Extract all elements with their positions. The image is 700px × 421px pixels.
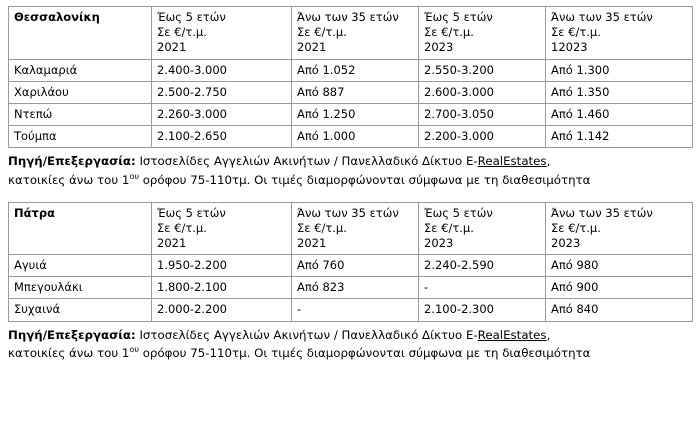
table-row [9, 103, 693, 125]
table-cell: - [292, 299, 419, 321]
column-header [546, 202, 693, 255]
table-cell: 2.200-3.000 [419, 126, 546, 148]
table-cell: Από 1.250 [292, 103, 419, 125]
column-header-line1: Έως 5 ετών [424, 10, 493, 24]
column-header-line1: Άνω των 35 ετών [297, 10, 399, 24]
column-header-line2: Σε €/τ.μ. [551, 220, 601, 235]
column-header-line2: Σε €/τ.μ. [424, 220, 474, 235]
table-cell: Από 1.300 [546, 59, 693, 81]
column-header-line3: 2021 [297, 40, 327, 55]
column-header-line2: Σε €/τ.μ. [157, 220, 207, 235]
column-header [419, 7, 546, 60]
table-cell: 2.240-2.590 [419, 255, 546, 277]
row-label: Αγυιά [9, 255, 152, 277]
column-header-line3: 2021 [157, 235, 187, 250]
table-cell: 2.100-2.650 [152, 126, 292, 148]
source-note-label: Πηγή/Επεξεργασία: [8, 154, 136, 169]
table-corner-label: Πάτρα [9, 202, 152, 255]
table-cell: Από 823 [292, 277, 419, 299]
price-table-patra [8, 202, 693, 322]
column-header [546, 7, 693, 60]
table-row [9, 299, 693, 321]
price-table-thessaloniki [8, 6, 693, 148]
table-row [9, 81, 693, 103]
table-corner-label: Θεσσαλονίκη [9, 7, 152, 60]
source-note-part2: , κατοικίες άνω του 1 [8, 327, 551, 361]
table-cell: 2.700-3.050 [419, 103, 546, 125]
column-header-line2: Σε €/τ.μ. [551, 25, 601, 40]
table-cell: 2.550-3.200 [419, 59, 546, 81]
column-header [292, 7, 419, 60]
source-note-sup: ου [129, 171, 139, 181]
column-header-line3: 2023 [551, 235, 581, 250]
row-label: Χαριλάου [9, 81, 152, 103]
table-header-row [9, 7, 693, 60]
table-cell: Από 887 [292, 81, 419, 103]
column-header-line3: 12023 [551, 40, 588, 55]
source-note-link[interactable]: RealEstates [477, 327, 547, 342]
table-cell: Από 1.000 [292, 126, 419, 148]
table-cell: Από 900 [546, 277, 693, 299]
row-label: Μπεγουλάκι [9, 277, 152, 299]
row-label: Καλαμαριά [9, 59, 152, 81]
column-header-line3: 2023 [424, 40, 454, 55]
table-cell: 2.500-2.750 [152, 81, 292, 103]
source-note-label: Πηγή/Επεξεργασία: [8, 327, 136, 342]
table-cell: Από 760 [292, 255, 419, 277]
table-cell: 1.950-2.200 [152, 255, 292, 277]
column-header [419, 202, 546, 255]
source-note-part3: ορόφου 75-110τμ. Οι τιμές διαμορφώνονται σύμφωνα με τη διαθεσιμότητα [138, 172, 591, 187]
table-cell: Από 980 [546, 255, 693, 277]
table-cell: Από 1.052 [292, 59, 419, 81]
column-header-line2: Σε €/τ.μ. [297, 220, 347, 235]
source-note-part1: Ιστοσελίδες Αγγελιών Ακινήτων / Πανελλαδικό Δίκτυο E- [135, 154, 478, 169]
column-header-line3: 2021 [297, 235, 327, 250]
column-header-line1: Άνω των 35 ετών [551, 205, 653, 220]
column-header-line1: Άνω των 35 ετών [297, 205, 399, 220]
table-cell: Από 840 [546, 299, 693, 321]
table-row [9, 277, 693, 299]
table-row [9, 255, 693, 277]
source-note-sup: ου [129, 345, 139, 355]
source-note-link[interactable]: RealEstates [477, 154, 547, 169]
table-cell: Από 1.460 [546, 103, 693, 125]
table-header-row [9, 202, 693, 255]
table-cell: 2.600-3.000 [419, 81, 546, 103]
column-header-line2: Σε €/τ.μ. [424, 25, 474, 40]
table-cell: 1.800-2.100 [152, 277, 292, 299]
table-cell: 2.260-3.000 [152, 103, 292, 125]
row-label: Ντεπώ [9, 103, 152, 125]
row-label: Τούμπα [9, 126, 152, 148]
table-row [9, 126, 693, 148]
column-header-line1: Έως 5 ετών [157, 10, 226, 24]
column-header [152, 202, 292, 255]
table-cell: 2.400-3.000 [152, 59, 292, 81]
table-cell: 2.000-2.200 [152, 299, 292, 321]
table-cell: Από 1.142 [546, 126, 693, 148]
row-label: Συχαινά [9, 299, 152, 321]
column-header-line3: 2023 [424, 235, 454, 250]
column-header-line1: Έως 5 ετών [424, 205, 493, 220]
column-header [292, 202, 419, 255]
section-spacer [8, 190, 692, 202]
column-header-line1: Έως 5 ετών [157, 205, 226, 220]
column-header-line2: Σε €/τ.μ. [157, 25, 207, 40]
column-header [152, 7, 292, 60]
table-row [9, 59, 693, 81]
column-header-line2: Σε €/τ.μ. [297, 25, 347, 40]
table-cell: - [419, 277, 546, 299]
column-header-line1: Άνω των 35 ετών [551, 10, 653, 24]
table-cell: Από 1.350 [546, 81, 693, 103]
source-note [8, 153, 608, 189]
source-note-part3: ορόφου 75-110τμ. Οι τιμές διαμορφώνονται σύμφωνα με τη διαθεσιμότητα [138, 346, 591, 361]
table-cell: 2.100-2.300 [419, 299, 546, 321]
column-header-line3: 2021 [157, 40, 187, 55]
source-note-part1: Ιστοσελίδες Αγγελιών Ακινήτων / Πανελλαδικό Δίκτυο E- [135, 327, 478, 342]
source-note [8, 327, 608, 363]
source-note-part2: , κατοικίες άνω του 1 [8, 154, 551, 187]
